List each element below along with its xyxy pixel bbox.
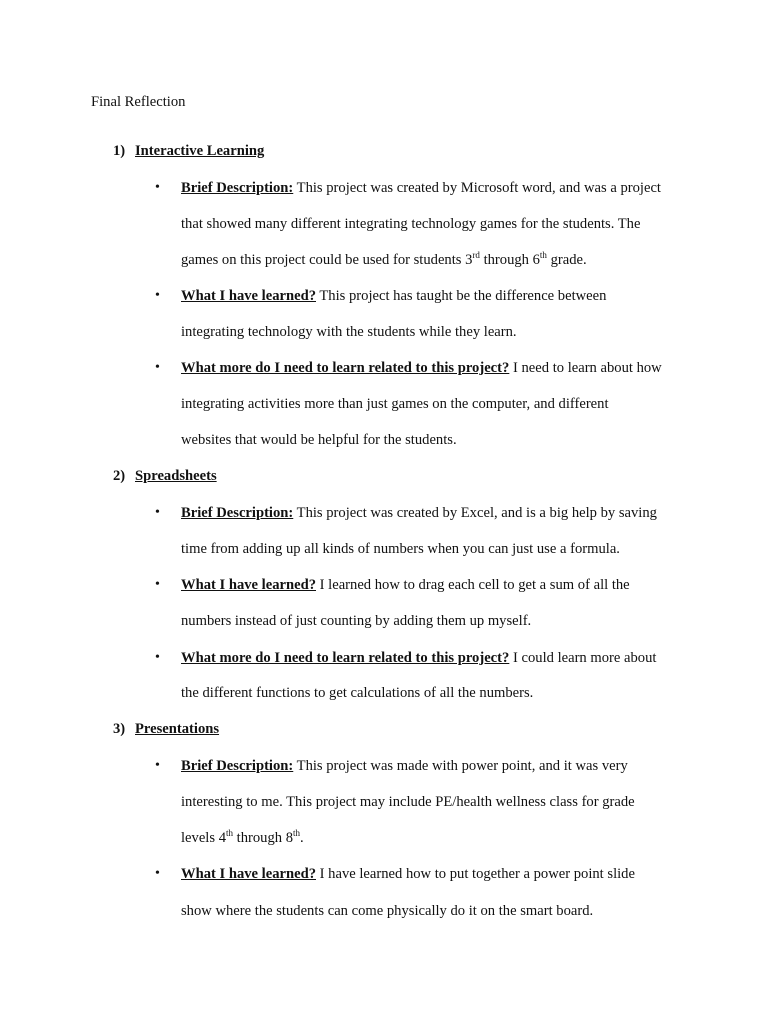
item-label: What I have learned? bbox=[181, 866, 316, 882]
paragraph-line bbox=[181, 178, 661, 198]
section-heading-presentations bbox=[113, 719, 219, 739]
bullet-icon: • bbox=[155, 505, 160, 520]
item-text: . bbox=[300, 830, 304, 846]
item-text: levels 4 bbox=[181, 830, 226, 846]
item-label: What I have learned? bbox=[181, 288, 316, 304]
bullet-icon: • bbox=[155, 288, 160, 303]
paragraph-line bbox=[181, 503, 657, 523]
section-number: 3) bbox=[113, 721, 126, 737]
item-text: through 8 bbox=[233, 830, 294, 846]
item-text: I have learned how to put together a power point slide bbox=[319, 866, 635, 882]
item-text: through 6 bbox=[479, 252, 540, 268]
item-text: grade. bbox=[546, 252, 587, 268]
paragraph-line: numbers instead of just counting by adding them up myself. bbox=[181, 613, 532, 629]
ordinal-suffix: th bbox=[226, 828, 234, 838]
item-text: I need to learn about how bbox=[512, 360, 662, 376]
section-title: Spreadsheets bbox=[135, 468, 217, 484]
bullet-icon: • bbox=[155, 360, 160, 375]
paragraph-line bbox=[181, 250, 587, 270]
bullet-icon: • bbox=[155, 650, 160, 665]
paragraph-line: show where the students can come physically do it on the smart board. bbox=[181, 903, 594, 919]
paragraph-line bbox=[181, 864, 635, 884]
item-text: I learned how to drag each cell to get a sum of all the bbox=[319, 577, 630, 593]
document-title: Final Reflection bbox=[91, 94, 186, 110]
item-text: games on this project could be used for students 3 bbox=[181, 252, 473, 268]
paragraph-line: the different functions to get calculations of all the numbers. bbox=[181, 685, 534, 701]
paragraph-line: that showed many different integrating technology games for the students. The bbox=[181, 216, 641, 232]
item-text: This project was created by Microsoft word, and was a project bbox=[296, 180, 661, 196]
paragraph-line bbox=[181, 828, 304, 848]
paragraph-line: integrating activities more than just games on the computer, and different bbox=[181, 396, 609, 412]
paragraph-line: interesting to me. This project may include PE/health wellness class for grade bbox=[181, 794, 635, 810]
section-heading-interactive-learning bbox=[113, 141, 264, 161]
paragraph-line bbox=[181, 756, 628, 776]
item-text: This project was made with power point, and it was very bbox=[296, 758, 628, 774]
paragraph-line bbox=[181, 648, 656, 668]
section-title: Interactive Learning bbox=[135, 143, 265, 159]
section-number: 2) bbox=[113, 468, 126, 484]
paragraph-line bbox=[181, 575, 630, 595]
paragraph-line bbox=[181, 286, 606, 306]
item-label: What more do I need to learn related to this project? bbox=[181, 360, 510, 376]
bullet-icon: • bbox=[155, 866, 160, 881]
paragraph-line: time from adding up all kinds of numbers when you can just use a formula. bbox=[181, 541, 620, 557]
item-text: This project has taught be the difference between bbox=[319, 288, 607, 304]
item-text: This project was created by Excel, and is a big help by saving bbox=[296, 505, 657, 521]
section-number: 1) bbox=[113, 143, 126, 159]
item-label: Brief Description: bbox=[181, 758, 294, 774]
item-label: What more do I need to learn related to this project? bbox=[181, 650, 510, 666]
ordinal-suffix: th bbox=[539, 250, 547, 260]
bullet-icon: • bbox=[155, 577, 160, 592]
paragraph-line bbox=[181, 358, 662, 378]
item-label: Brief Description: bbox=[181, 505, 294, 521]
paragraph-line: websites that would be helpful for the students. bbox=[181, 432, 457, 448]
item-label: Brief Description: bbox=[181, 180, 294, 196]
item-text: I could learn more about bbox=[512, 650, 657, 666]
section-title: Presentations bbox=[135, 721, 220, 737]
paragraph-line: integrating technology with the students while they learn. bbox=[181, 324, 517, 340]
bullet-icon: • bbox=[155, 758, 160, 773]
ordinal-suffix: rd bbox=[472, 250, 480, 260]
item-label: What I have learned? bbox=[181, 577, 316, 593]
ordinal-suffix: th bbox=[293, 828, 301, 838]
bullet-icon: • bbox=[155, 180, 160, 195]
section-heading-spreadsheets bbox=[113, 466, 217, 486]
